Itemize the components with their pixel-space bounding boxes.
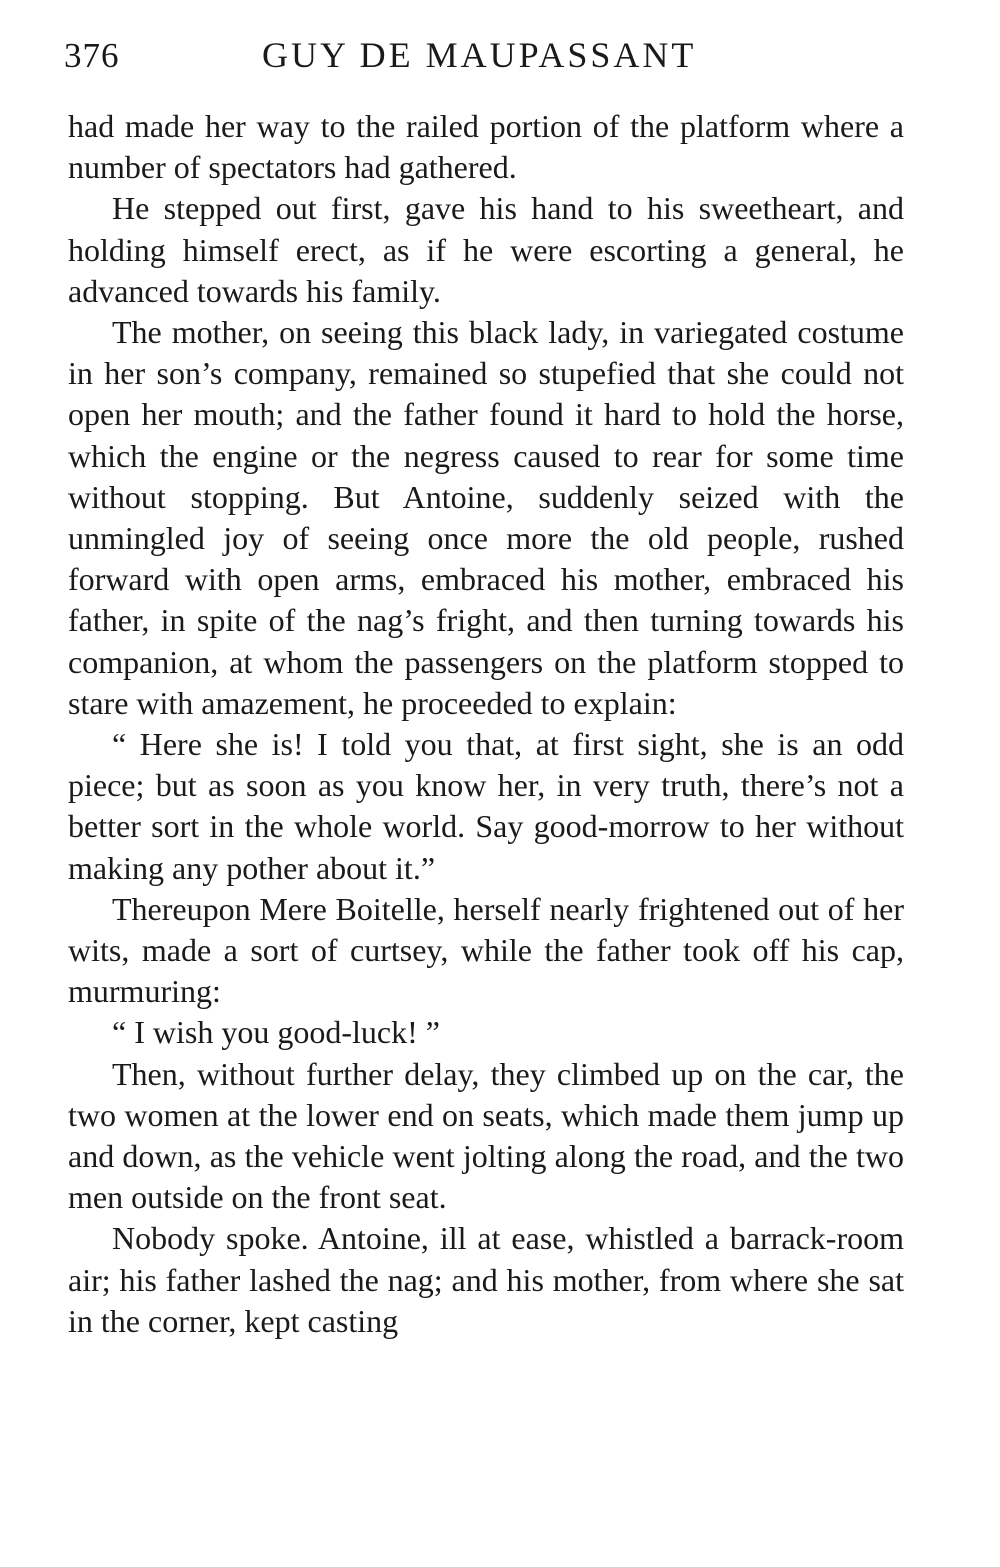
paragraph-quote: “ Here she is! I told you that, at first sight, she is an odd piece; but as soon as you know her, in very truth, there’s not a better sort in the whole world. Say good-morrow to her without making any pother about it.” bbox=[68, 726, 904, 886]
paragraph: He stepped out first, gave his hand to his sweetheart, and holding himself erect, as if he were escorting a general, he advanced towards his family. bbox=[68, 190, 904, 309]
paragraph: Thereupon Mere Boitelle, herself nearly frightened out of her wits, made a sort of curtsey, while the father took off his cap, murmuring: bbox=[68, 890, 904, 1010]
running-head bbox=[64, 30, 704, 80]
paragraph: The mother, on seeing this black lady, in variegated costume in her son’s company, remained so stupefied that she could not open her mouth; and the father found it hard to hold the horse, which the engine or the negress caused to rear for some time without stopping. But Antoine, suddenly seized with the unmingled joy of seeing once more the old people, rushed forward with open arms, embraced his mother, embraced his father, in spite of the nag’s fright, and then turning towards his companion, at whom the passengers on the platform stopped to stare with amazement, he proceeded to explain: bbox=[68, 314, 904, 721]
paragraph: Then, without further delay, they climbed up on the car, the two women at the lower end on seats, which made them jump up and down, as the vehicle went jolting along the road, and the two men outside on the front seat. bbox=[68, 1055, 904, 1216]
paragraph-continued: had made her way to the railed portion of the platform where a number of spectators had gathered. bbox=[68, 108, 904, 186]
paragraph-quote: “ I wish you good-luck! ” bbox=[112, 1014, 440, 1051]
running-title: GUY DE MAUPASSANT bbox=[262, 35, 697, 75]
body-text bbox=[68, 106, 904, 1342]
page-number: 376 bbox=[64, 36, 120, 75]
paragraph: Nobody spoke. Antoine, ill at ease, whistled a barrack-room air; his father lashed the nag; and his mother, from where she sat in the corner, kept casting bbox=[68, 1220, 904, 1339]
